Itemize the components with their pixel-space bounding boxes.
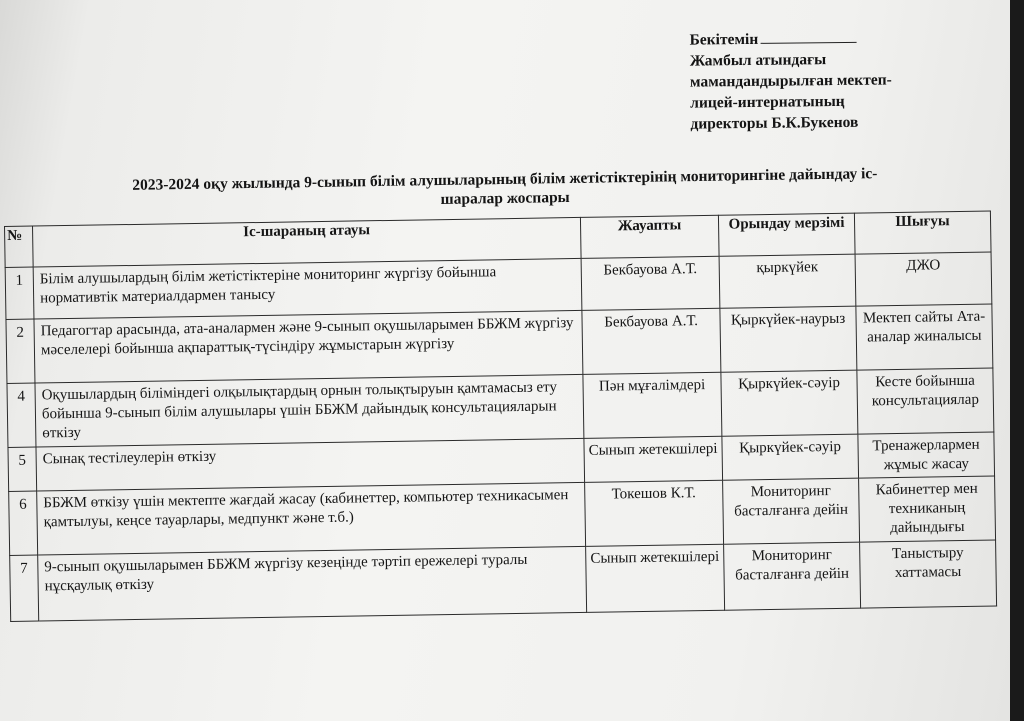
row-output: Тренажерлармен жұмыс жасау [858, 432, 995, 478]
row-number: 4 [7, 383, 36, 447]
row-output: Кесте бойынша консультациялар [857, 368, 994, 434]
row-output: Таныстыру хаттамасы [860, 540, 997, 608]
row-event-name: Білім алушылардың білім жетістіктеріне мониторинг жүргізу бойынша нормативтік материалдармен танысу [33, 258, 582, 319]
row-term: Қыркүйек-наурыз [720, 306, 857, 372]
header-number: № [5, 226, 34, 267]
header-output: Шығуы [854, 211, 991, 254]
row-responsible: Токешов К.Т. [585, 480, 724, 546]
title-line: 2023-2024 оқу жылында 9-сынып білім алушыларының білім жетістіктерінің мониторингіне дайындау іс- [132, 165, 878, 194]
header-responsible: Жауапты [580, 215, 719, 258]
row-event-name: Сынақ тестілеулерін өткізу [36, 438, 585, 491]
table-row [10, 540, 997, 621]
row-event-name: Педагогтар арасында, ата-аналармен және 9-сынып оқушыларымен ББЖМ жүргізу мәселелері бойынша ақпараттық-түсіндіру жұмыстарын жүргізу [34, 310, 583, 383]
row-output: ДЖО [855, 252, 992, 306]
header-event-name: Іс-шараның атауы [33, 217, 582, 267]
approval-line: директоры Б.К.Букенов [690, 113, 859, 133]
approval-line: мамандандырылған мектеп- [689, 71, 892, 91]
document-title [60, 163, 950, 215]
row-term: Мониторинг басталғанға дейін [723, 478, 860, 544]
row-responsible: Сынып жетекшілері [584, 436, 723, 482]
row-responsible: Бекбауова А.Т. [582, 308, 721, 374]
approval-block [689, 26, 990, 134]
title-line: шаралар жоспары [440, 188, 570, 209]
approval-approve-label: Бекітемін [689, 30, 759, 49]
row-output: Кабинеттер мен техниканың дайындығы [859, 476, 996, 542]
row-number: 7 [10, 555, 39, 621]
approval-line: лицей-интернатының [690, 92, 845, 112]
row-term: Қыркүйек-сәуір [722, 434, 859, 480]
row-term: Мониторинг басталғанға дейін [724, 542, 861, 610]
plan-table [4, 210, 997, 621]
header-term: Орындау мерзімі [718, 213, 855, 256]
plan-table-wrapper [4, 211, 996, 622]
row-term: қыркүйек [719, 254, 856, 308]
row-event-name: ББЖМ өткізу үшін мектепте жағдай жасау (кабинеттер, компьютер техникасымен қамтылуы, кеңсе тауарлары, медпункт және т.б.) [37, 482, 586, 555]
signature-line [760, 28, 856, 44]
row-number: 1 [5, 267, 34, 319]
row-event-name: Оқушылардың біліміндегі олқылықтардың орнын толықтыруын қамтамасыз ету бойынша 9-сынып білім алушылары үшін ББЖМ дайындық консультацияларын өткізу [35, 374, 584, 447]
row-event-name: 9-сынып оқушыларымен ББЖМ жүргізу кезеңінде тәртіп ережелері туралы нұсқаулық өткізу [38, 546, 587, 621]
row-responsible: Сынып жетекшілері [586, 544, 725, 612]
row-number: 5 [8, 447, 37, 491]
row-responsible: Пән мұғалімдері [583, 372, 722, 438]
row-term: Қыркүйек-сәуір [721, 370, 858, 436]
row-responsible: Бекбауова А.Т. [581, 256, 720, 310]
row-output: Мектеп сайты Ата-аналар жиналысы [856, 304, 993, 370]
row-number: 2 [6, 319, 35, 383]
row-number: 6 [9, 491, 38, 555]
approval-line: Жамбыл атындағы [689, 51, 827, 70]
